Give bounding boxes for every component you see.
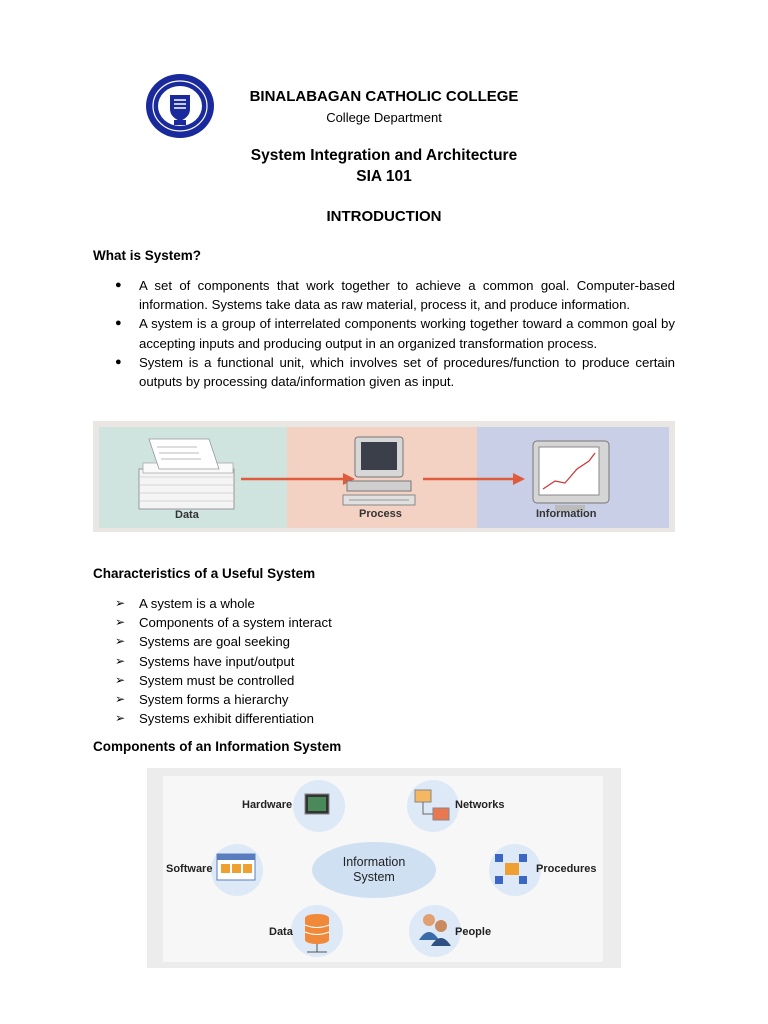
list-item: ➢ System must be controlled xyxy=(115,671,332,690)
software-label: Software xyxy=(166,863,213,875)
list-item: ➢ System forms a hierarchy xyxy=(115,690,332,709)
data-process-information-figure xyxy=(93,421,675,532)
hardware-icon xyxy=(305,794,329,814)
data-label: Data xyxy=(269,926,293,938)
list-item: ➢ Systems have input/output xyxy=(115,652,332,671)
arrowhead-bullet-icon: ➢ xyxy=(115,634,126,649)
arrowhead-bullet-icon: ➢ xyxy=(115,615,126,630)
monitor-chart-icon xyxy=(533,441,609,511)
bullet-icon: ● xyxy=(115,279,122,291)
list-item: ➢ Components of a system interact xyxy=(115,613,332,632)
arrowhead-bullet-icon: ➢ xyxy=(115,711,126,726)
bullet-icon: ● xyxy=(115,317,122,330)
process-label: Process xyxy=(359,508,402,520)
people-label: People xyxy=(455,926,492,938)
course-code: SIA 101 xyxy=(356,168,412,185)
components-heading: Components of an Information System xyxy=(93,739,342,754)
information-system-components-figure xyxy=(147,768,621,968)
information-label: Information xyxy=(536,508,597,520)
characteristics-list xyxy=(115,594,332,728)
what-is-system-list xyxy=(115,276,675,391)
arrowhead-bullet-icon: ➢ xyxy=(115,672,126,687)
course-title: System Integration and Architecture xyxy=(250,147,518,164)
list-item: ● A system is a group of interrelated components working together toward a common goal by accepting inputs and producing output in an organized transformation process. xyxy=(115,314,675,352)
college-seal-icon xyxy=(145,73,215,139)
list-item: ➢ Systems are goal seeking xyxy=(115,632,332,651)
networks-label: Networks xyxy=(455,799,505,811)
procedures-label: Procedures xyxy=(536,863,597,875)
information-system-center-label: Information System xyxy=(342,855,406,884)
list-item: ● System is a functional unit, which involves set of procedures/function to produce certain outputs by processing data/information given as input. xyxy=(115,353,675,391)
software-icon xyxy=(217,854,255,880)
arrowhead-bullet-icon: ➢ xyxy=(115,596,126,610)
list-item: ➢ A system is a whole xyxy=(115,594,332,613)
list-item: ● A set of components that work together to achieve a common goal. Computer-based information. Systems take data as raw material, process it, and produce information. xyxy=(115,276,675,314)
list-item: ➢ Systems exhibit differentiation xyxy=(115,709,332,728)
bullet-icon: ● xyxy=(115,355,122,368)
characteristics-heading: Characteristics of a Useful System xyxy=(93,566,316,581)
course-title-block xyxy=(0,145,768,187)
department-name: College Department xyxy=(326,110,442,125)
college-name: BINALABAGAN CATHOLIC COLLEGE xyxy=(249,88,519,105)
college-seal-logo xyxy=(145,73,215,139)
data-label: Data xyxy=(175,509,199,521)
hardware-label: Hardware xyxy=(242,799,293,811)
arrowhead-bullet-icon: ➢ xyxy=(115,692,126,707)
section-title: INTRODUCTION xyxy=(326,208,442,225)
what-is-system-heading: What is System? xyxy=(93,248,202,263)
arrowhead-bullet-icon: ➢ xyxy=(115,653,126,668)
